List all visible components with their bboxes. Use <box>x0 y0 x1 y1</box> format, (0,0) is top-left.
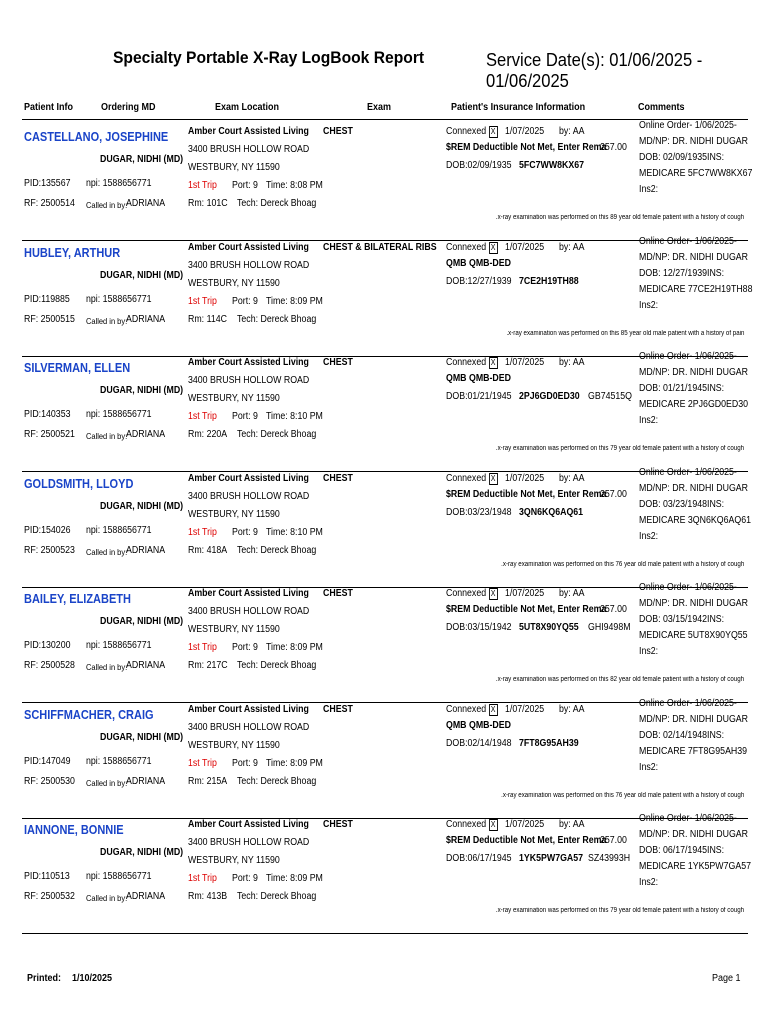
by: by: AA <box>559 241 585 253</box>
comment-line-5: Ins2: <box>639 877 659 888</box>
exam-note: .x-ray examination was performed on this 85 year old male patient with a history of pain <box>506 329 744 337</box>
connexed-field <box>446 242 500 254</box>
exam-date: 1/07/2025 <box>505 357 545 368</box>
insurance-id: 7CE2H19TH88 <box>519 275 579 287</box>
comment-line-4: MEDICARE 5UT8X90YQ55 <box>639 630 748 641</box>
tech: Tech: Dereck Bhoag <box>237 429 317 440</box>
port: Port: 9 <box>232 873 258 884</box>
exam-type: CHEST <box>323 472 353 484</box>
insurance-amount: 257.00 <box>600 142 627 153</box>
col-header-patient-info: Patient Info <box>24 102 74 113</box>
time: Time: 8:08 PM <box>266 180 323 191</box>
facility-street: 3400 BRUSH HOLLOW ROAD <box>188 375 310 386</box>
comment-line-3: DOB: 01/21/1945INS: <box>639 383 725 394</box>
npi: npi: 1588656771 <box>86 178 152 189</box>
comment-line-2: MD/NP: DR. NIDHI DUGAR <box>639 829 749 840</box>
comment-line-2: MD/NP: DR. NIDHI DUGAR <box>639 367 749 378</box>
connexed-field <box>446 357 500 369</box>
npi: npi: 1588656771 <box>86 524 152 536</box>
comment-line-2: MD/NP: DR. NIDHI DUGAR <box>639 251 749 263</box>
rf-number: RF: 2500532 <box>24 891 75 902</box>
ordering-md: DUGAR, NIDHI (MD) <box>100 154 184 165</box>
ordering-md: DUGAR, NIDHI (MD) <box>100 847 184 858</box>
comment-line-5: Ins2: <box>639 761 659 773</box>
facility-street: 3400 BRUSH HOLLOW ROAD <box>188 259 310 271</box>
facility-street: 3400 BRUSH HOLLOW ROAD <box>188 144 310 155</box>
rf-number: RF: 2500514 <box>24 198 75 209</box>
exam-date: 1/07/2025 <box>505 472 545 484</box>
insurance-line: $REM Deductible Not Met, Enter Rema <box>446 604 607 615</box>
facility-street: 3400 BRUSH HOLLOW ROAD <box>188 606 310 617</box>
connexed-checkbox: X <box>489 242 498 254</box>
tech: Tech: Dereck Bhoag <box>237 775 317 787</box>
tech: Tech: Dereck Bhoag <box>237 313 317 325</box>
patient-dob: DOB:06/17/1945 <box>446 853 512 864</box>
exam-note: .x-ray examination was performed on this 89 year old female patient with a history of cough <box>495 214 744 221</box>
room: Rm: 101C <box>188 198 228 209</box>
comment-line-1: Online Order- 1/06/2025- <box>639 351 737 362</box>
npi: npi: 1588656771 <box>86 640 152 651</box>
insurance-amount: 257.00 <box>600 488 627 500</box>
facility-name: Amber Court Assisted Living <box>188 819 309 830</box>
comment-line-5: Ins2: <box>639 184 659 195</box>
tech: Tech: Dereck Bhoag <box>237 198 317 209</box>
trip: 1st Trip <box>188 642 217 653</box>
port: Port: 9 <box>232 295 258 307</box>
by: by: AA <box>559 126 585 137</box>
comment-line-1: Online Order- 1/06/2025- <box>639 697 737 709</box>
called-in-label: Called in by: <box>86 431 128 441</box>
exam-note: .x-ray examination was performed on this 82 year old female patient with a history of cough <box>495 676 744 683</box>
connexed-field <box>446 588 500 600</box>
facility-street: 3400 BRUSH HOLLOW ROAD <box>188 490 310 502</box>
connexed-checkbox: X <box>489 819 498 831</box>
trip: 1st Trip <box>188 873 217 884</box>
facility-city: WESTBURY, NY 11590 <box>188 739 280 751</box>
time: Time: 8:09 PM <box>266 295 323 307</box>
comment-line-2: MD/NP: DR. NIDHI DUGAR <box>639 713 749 725</box>
service-dates: Service Date(s): 01/06/2025 - 01/06/2025 <box>486 50 703 91</box>
comment-line-2: MD/NP: DR. NIDHI DUGAR <box>639 598 749 609</box>
time: Time: 8:10 PM <box>266 526 323 538</box>
patient-record <box>0 120 768 241</box>
comment-line-4: MEDICARE 1YK5PW7GA57 <box>639 861 751 872</box>
comment-line-5: Ins2: <box>639 646 659 657</box>
called-in-label: Called in by: <box>86 893 128 903</box>
patient-dob: DOB:12/27/1939 <box>446 275 512 287</box>
patient-name: SILVERMAN, ELLEN <box>24 361 131 375</box>
trip: 1st Trip <box>188 180 217 191</box>
facility-city: WESTBURY, NY 11590 <box>188 855 280 866</box>
connexed-checkbox: X <box>489 357 498 369</box>
patient-record <box>0 697 768 819</box>
connexed-label: Connexed <box>446 241 487 253</box>
comment-line-3: DOB: 02/09/1935INS: <box>639 152 725 163</box>
comment-line-3: DOB: 06/17/1945INS: <box>639 845 725 856</box>
patient-dob: DOB:03/15/1942 <box>446 622 512 633</box>
exam-date: 1/07/2025 <box>505 588 545 599</box>
comment-line-1: Online Order- 1/06/2025- <box>639 813 737 824</box>
ordering-md: DUGAR, NIDHI (MD) <box>100 616 184 627</box>
insurance-line: $REM Deductible Not Met, Enter Rema <box>446 142 607 153</box>
facility-city: WESTBURY, NY 11590 <box>188 162 280 173</box>
called-in-by: ADRIANA <box>126 429 166 440</box>
comment-line-1: Online Order- 1/06/2025- <box>639 120 737 131</box>
col-header-ordering-md: Ordering MD <box>101 102 156 113</box>
connexed-field <box>446 126 500 138</box>
connexed-field <box>446 819 500 831</box>
col-header-exam: Exam <box>367 102 392 113</box>
trip: 1st Trip <box>188 526 217 538</box>
report-title: Specialty Portable X-Ray LogBook Report <box>113 48 425 67</box>
insurance-id: 7FT8G95AH39 <box>519 737 579 749</box>
room: Rm: 217C <box>188 660 228 671</box>
called-in-by: ADRIANA <box>126 775 166 787</box>
room: Rm: 215A <box>188 775 228 787</box>
called-in-label: Called in by: <box>86 777 128 788</box>
col-header-comments: Comments <box>638 102 685 113</box>
patient-record <box>0 582 768 703</box>
rf-number: RF: 2500521 <box>24 429 75 440</box>
port: Port: 9 <box>232 642 258 653</box>
connexed-label: Connexed <box>446 126 487 137</box>
ordering-md: DUGAR, NIDHI (MD) <box>100 269 184 281</box>
port: Port: 9 <box>232 757 258 769</box>
printed-label: Printed: <box>27 973 62 984</box>
insurance-id-2: GB74515Q <box>588 391 633 402</box>
connexed-checkbox: X <box>489 473 498 485</box>
patient-id: PID:154026 <box>24 524 71 536</box>
insurance-line: $REM Deductible Not Met, Enter Rema <box>446 835 607 846</box>
insurance-id: 1YK5PW7GA57 <box>519 853 584 864</box>
npi: npi: 1588656771 <box>86 871 152 882</box>
insurance-id: 2PJ6GD0ED30 <box>519 391 580 402</box>
patient-name: CASTELLANO, JOSEPHINE <box>24 130 169 144</box>
exam-date: 1/07/2025 <box>505 241 545 253</box>
facility-name: Amber Court Assisted Living <box>188 703 309 715</box>
insurance-id-2: SZ43993H <box>588 853 631 864</box>
patient-name: SCHIFFMACHER, CRAIG <box>24 707 154 722</box>
trip: 1st Trip <box>188 757 217 769</box>
connexed-field <box>446 704 500 716</box>
facility-street: 3400 BRUSH HOLLOW ROAD <box>188 721 310 733</box>
connexed-checkbox: X <box>489 704 498 716</box>
insurance-id: 5UT8X90YQ55 <box>519 622 579 633</box>
comment-line-5: Ins2: <box>639 415 659 426</box>
called-in-by: ADRIANA <box>126 891 166 902</box>
room: Rm: 114C <box>188 313 227 325</box>
called-in-by: ADRIANA <box>126 660 166 671</box>
patient-id: PID:130200 <box>24 640 71 651</box>
exam-date: 1/07/2025 <box>505 126 545 137</box>
ordering-md: DUGAR, NIDHI (MD) <box>100 385 184 396</box>
rf-number: RF: 2500515 <box>24 313 75 325</box>
facility-name: Amber Court Assisted Living <box>188 472 309 484</box>
printed-date: 1/10/2025 <box>72 973 113 984</box>
page-number: Page 1 <box>712 973 741 984</box>
facility-name: Amber Court Assisted Living <box>188 588 309 599</box>
insurance-id-2: GHI9498M <box>588 622 631 633</box>
patient-dob: DOB:01/21/1945 <box>446 391 512 402</box>
col-header-exam-location: Exam Location <box>215 102 280 113</box>
record-separator <box>22 933 748 934</box>
connexed-label: Connexed <box>446 819 487 830</box>
room: Rm: 413B <box>188 891 228 902</box>
by: by: AA <box>559 703 585 715</box>
patient-name: BAILEY, ELIZABETH <box>24 592 131 606</box>
trip: 1st Trip <box>188 411 217 422</box>
patient-id: PID:147049 <box>24 755 71 767</box>
exam-type: CHEST <box>323 819 353 830</box>
comment-line-1: Online Order- 1/06/2025- <box>639 235 737 247</box>
rf-number: RF: 2500523 <box>24 544 75 556</box>
patient-id: PID:119885 <box>24 293 70 305</box>
by: by: AA <box>559 588 585 599</box>
by: by: AA <box>559 357 585 368</box>
by: by: AA <box>559 819 585 830</box>
connexed-checkbox: X <box>489 588 498 600</box>
time: Time: 8:09 PM <box>266 757 323 769</box>
connexed-label: Connexed <box>446 472 487 484</box>
exam-type: CHEST & BILATERAL RIBS <box>323 241 437 253</box>
connexed-label: Connexed <box>446 703 487 715</box>
comment-line-4: MEDICARE 7FT8G95AH39 <box>639 745 748 757</box>
connexed-label: Connexed <box>446 588 487 599</box>
comment-line-1: Online Order- 1/06/2025- <box>639 582 737 593</box>
port: Port: 9 <box>232 526 258 538</box>
connexed-field <box>446 473 500 485</box>
npi: npi: 1588656771 <box>86 755 152 767</box>
insurance-line: $REM Deductible Not Met, Enter Rema <box>446 488 607 500</box>
facility-city: WESTBURY, NY 11590 <box>188 508 280 520</box>
port: Port: 9 <box>232 180 258 191</box>
comment-line-3: DOB: 03/23/1948INS: <box>639 498 725 510</box>
patient-name: HUBLEY, ARTHUR <box>24 245 121 260</box>
ordering-md: DUGAR, NIDHI (MD) <box>100 500 184 512</box>
facility-name: Amber Court Assisted Living <box>188 357 309 368</box>
exam-date: 1/07/2025 <box>505 703 545 715</box>
ordering-md: DUGAR, NIDHI (MD) <box>100 731 184 743</box>
patient-id: PID:140353 <box>24 409 71 420</box>
insurance-id: 5FC7WW8KX67 <box>519 160 585 171</box>
insurance-line: QMB QMB-DED <box>446 257 512 269</box>
exam-type: CHEST <box>323 703 353 715</box>
comment-line-5: Ins2: <box>639 299 659 311</box>
rf-number: RF: 2500530 <box>24 775 75 787</box>
tech: Tech: Dereck Bhoag <box>237 544 317 556</box>
patient-name: IANNONE, BONNIE <box>24 823 124 837</box>
facility-name: Amber Court Assisted Living <box>188 126 309 137</box>
comment-line-4: MEDICARE 77CE2H19TH88 <box>639 283 753 295</box>
patient-id: PID:110513 <box>24 871 70 882</box>
room: Rm: 220A <box>188 429 228 440</box>
called-in-by: ADRIANA <box>126 313 166 325</box>
called-in-label: Called in by: <box>86 662 128 672</box>
comment-line-2: MD/NP: DR. NIDHI DUGAR <box>639 482 749 494</box>
insurance-line: QMB QMB-DED <box>446 719 512 731</box>
time: Time: 8:09 PM <box>266 642 323 653</box>
called-in-label: Called in by: <box>86 200 128 210</box>
called-in-by: ADRIANA <box>126 544 166 556</box>
comment-line-3: DOB: 02/14/1948INS: <box>639 729 725 741</box>
comment-line-3: DOB: 12/27/1939INS: <box>639 267 725 279</box>
comment-line-2: MD/NP: DR. NIDHI DUGAR <box>639 136 749 147</box>
connexed-checkbox: X <box>489 126 498 138</box>
exam-note: .x-ray examination was performed on this 76 year old male patient with a history of cough <box>500 560 744 568</box>
called-in-label: Called in by: <box>86 315 128 326</box>
tech: Tech: Dereck Bhoag <box>237 891 317 902</box>
insurance-id: 3QN6KQ6AQ61 <box>519 506 584 518</box>
insurance-amount: 257.00 <box>600 604 627 615</box>
exam-type: CHEST <box>323 588 353 599</box>
called-in-by: ADRIANA <box>126 198 166 209</box>
exam-note: .x-ray examination was performed on this 79 year old female patient with a history of cough <box>495 445 744 452</box>
facility-street: 3400 BRUSH HOLLOW ROAD <box>188 837 310 848</box>
patient-dob: DOB:02/14/1948 <box>446 737 512 749</box>
connexed-label: Connexed <box>446 357 487 368</box>
tech: Tech: Dereck Bhoag <box>237 660 317 671</box>
facility-city: WESTBURY, NY 11590 <box>188 393 280 404</box>
exam-type: CHEST <box>323 357 353 368</box>
npi: npi: 1588656771 <box>86 409 152 420</box>
port: Port: 9 <box>232 411 258 422</box>
rf-number: RF: 2500528 <box>24 660 75 671</box>
facility-city: WESTBURY, NY 11590 <box>188 624 280 635</box>
called-in-label: Called in by: <box>86 546 128 557</box>
patient-record <box>0 351 768 472</box>
patient-dob: DOB:02/09/1935 <box>446 160 512 171</box>
trip: 1st Trip <box>188 295 217 307</box>
insurance-amount: 257.00 <box>600 835 627 846</box>
comment-line-5: Ins2: <box>639 530 659 542</box>
exam-type: CHEST <box>323 126 353 137</box>
patient-name: GOLDSMITH, LLOYD <box>24 476 134 491</box>
facility-city: WESTBURY, NY 11590 <box>188 277 280 289</box>
insurance-line: QMB QMB-DED <box>446 373 512 384</box>
exam-note: .x-ray examination was performed on this 79 year old female patient with a history of cough <box>495 907 744 914</box>
comment-line-4: MEDICARE 2PJ6GD0ED30 <box>639 399 749 410</box>
col-header-insurance: Patient's Insurance Information <box>451 102 586 113</box>
time: Time: 8:10 PM <box>266 411 323 422</box>
comment-line-3: DOB: 03/15/1942INS: <box>639 614 725 625</box>
by: by: AA <box>559 472 585 484</box>
npi: npi: 1588656771 <box>86 293 152 305</box>
patient-record <box>0 466 768 588</box>
room: Rm: 418A <box>188 544 228 556</box>
patient-record <box>0 235 768 357</box>
patient-dob: DOB:03/23/1948 <box>446 506 512 518</box>
comment-line-4: MEDICARE 5FC7WW8KX67 <box>639 168 753 179</box>
patient-id: PID:135567 <box>24 178 71 189</box>
comment-line-4: MEDICARE 3QN6KQ6AQ61 <box>639 514 751 526</box>
exam-date: 1/07/2025 <box>505 819 545 830</box>
comment-line-1: Online Order- 1/06/2025- <box>639 466 737 478</box>
time: Time: 8:09 PM <box>266 873 323 884</box>
facility-name: Amber Court Assisted Living <box>188 241 309 253</box>
exam-note: .x-ray examination was performed on this 76 year old male patient with a history of cough <box>500 791 744 799</box>
patient-record <box>0 813 768 934</box>
